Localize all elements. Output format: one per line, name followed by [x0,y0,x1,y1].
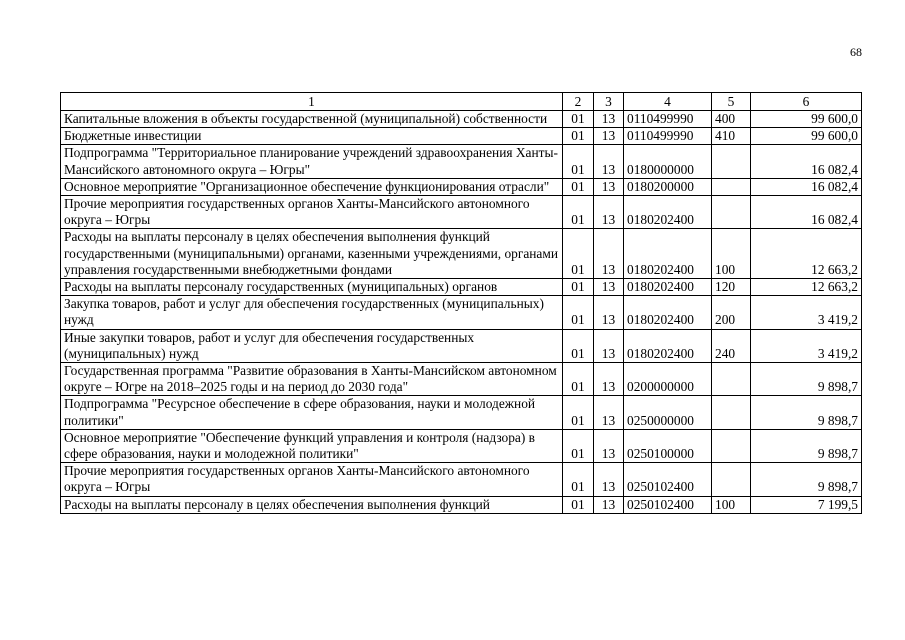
cell-csr: 0180202400 [624,229,712,279]
cell-rz: 01 [563,296,594,329]
cell-vr [712,145,751,178]
cell-pr: 13 [594,196,624,229]
cell-rz: 01 [563,363,594,396]
cell-name: Основное мероприятие "Обеспечение функций управления и контроля (надзора) в сфере образования, науки и молодежной политики" [61,429,563,462]
cell-rz: 01 [563,145,594,178]
header-cell-name: 1 [61,93,563,111]
cell-vr [712,396,751,429]
cell-vr: 200 [712,296,751,329]
cell-sum: 99 600,0 [751,128,862,145]
cell-name: Капитальные вложения в объекты государственной (муниципальной) собственности [61,111,563,128]
cell-sum: 16 082,4 [751,145,862,178]
cell-vr: 100 [712,496,751,513]
table-row [61,429,862,462]
cell-vr: 410 [712,128,751,145]
cell-csr: 0110499990 [624,111,712,128]
table-row [61,145,862,178]
cell-pr: 13 [594,178,624,195]
cell-rz: 01 [563,279,594,296]
cell-pr: 13 [594,429,624,462]
cell-rz: 01 [563,329,594,362]
cell-name: Закупка товаров, работ и услуг для обеспечения государственных (муниципальных) нужд [61,296,563,329]
table-body [61,111,862,514]
cell-name: Расходы на выплаты персоналу в целях обеспечения выполнения функций [61,496,563,513]
cell-csr: 0200000000 [624,363,712,396]
table-row [61,396,862,429]
cell-pr: 13 [594,296,624,329]
cell-pr: 13 [594,463,624,496]
cell-name: Подпрограмма "Ресурсное обеспечение в сфере образования, науки и молодежной политики" [61,396,563,429]
table-row [61,296,862,329]
table-row [61,363,862,396]
table-row [61,196,862,229]
table-row [61,128,862,145]
cell-sum: 16 082,4 [751,196,862,229]
table-row [61,496,862,513]
cell-sum: 9 898,7 [751,363,862,396]
cell-pr: 13 [594,128,624,145]
cell-sum: 3 419,2 [751,329,862,362]
cell-rz: 01 [563,396,594,429]
cell-csr: 0250102400 [624,463,712,496]
table-header [61,93,862,111]
header-cell-sum: 6 [751,93,862,111]
cell-pr: 13 [594,329,624,362]
cell-sum: 12 663,2 [751,229,862,279]
cell-name: Подпрограмма "Территориальное планирование учреждений здравоохранения Ханты-Мансийского автономного округа – Югры" [61,145,563,178]
cell-rz: 01 [563,111,594,128]
header-row [61,93,862,111]
cell-pr: 13 [594,229,624,279]
cell-csr: 0180202400 [624,279,712,296]
cell-sum: 12 663,2 [751,279,862,296]
cell-vr [712,363,751,396]
cell-sum: 7 199,5 [751,496,862,513]
cell-name: Расходы на выплаты персоналу в целях обеспечения выполнения функций государственными (муниципальными) органами, казенными учреждениями, органами управления государственными внебюджетными фондами [61,229,563,279]
cell-vr: 120 [712,279,751,296]
cell-name: Государственная программа "Развитие образования в Ханты-Мансийском автономном округе – Югре на 2018–2025 годы и на период до 2030 года" [61,363,563,396]
header-cell-vr: 5 [712,93,751,111]
header-cell-rz: 2 [563,93,594,111]
cell-name: Основное мероприятие "Организационное обеспечение функционирования отрасли" [61,178,563,195]
cell-vr: 100 [712,229,751,279]
cell-rz: 01 [563,429,594,462]
cell-pr: 13 [594,279,624,296]
cell-name: Расходы на выплаты персоналу государственных (муниципальных) органов [61,279,563,296]
cell-sum: 9 898,7 [751,396,862,429]
cell-sum: 16 082,4 [751,178,862,195]
cell-vr [712,463,751,496]
cell-csr: 0180202400 [624,329,712,362]
table-row [61,178,862,195]
cell-vr [712,178,751,195]
header-cell-pr: 3 [594,93,624,111]
cell-pr: 13 [594,496,624,513]
cell-pr: 13 [594,363,624,396]
cell-rz: 01 [563,463,594,496]
cell-rz: 01 [563,128,594,145]
cell-pr: 13 [594,396,624,429]
header-cell-csr: 4 [624,93,712,111]
cell-sum: 9 898,7 [751,429,862,462]
cell-csr: 0180200000 [624,178,712,195]
table-row [61,463,862,496]
cell-csr: 0250102400 [624,496,712,513]
cell-name: Бюджетные инвестиции [61,128,563,145]
cell-vr [712,196,751,229]
cell-csr: 0250000000 [624,396,712,429]
cell-sum: 3 419,2 [751,296,862,329]
cell-vr: 240 [712,329,751,362]
cell-name: Прочие мероприятия государственных органов Ханты-Мансийского автономного округа – Югры [61,196,563,229]
cell-name: Иные закупки товаров, работ и услуг для обеспечения государственных (муниципальных) нужд [61,329,563,362]
cell-rz: 01 [563,496,594,513]
cell-name: Прочие мероприятия государственных органов Ханты-Мансийского автономного округа – Югры [61,463,563,496]
page-number: 68 [850,45,862,59]
table-row [61,329,862,362]
budget-table [60,92,862,514]
cell-vr: 400 [712,111,751,128]
table-row [61,229,862,279]
cell-rz: 01 [563,229,594,279]
table-row [61,279,862,296]
table-row [61,111,862,128]
cell-pr: 13 [594,111,624,128]
cell-csr: 0180202400 [624,196,712,229]
cell-csr: 0180000000 [624,145,712,178]
cell-csr: 0180202400 [624,296,712,329]
cell-rz: 01 [563,178,594,195]
cell-csr: 0250100000 [624,429,712,462]
cell-csr: 0110499990 [624,128,712,145]
cell-sum: 9 898,7 [751,463,862,496]
cell-rz: 01 [563,196,594,229]
cell-sum: 99 600,0 [751,111,862,128]
cell-vr [712,429,751,462]
cell-pr: 13 [594,145,624,178]
